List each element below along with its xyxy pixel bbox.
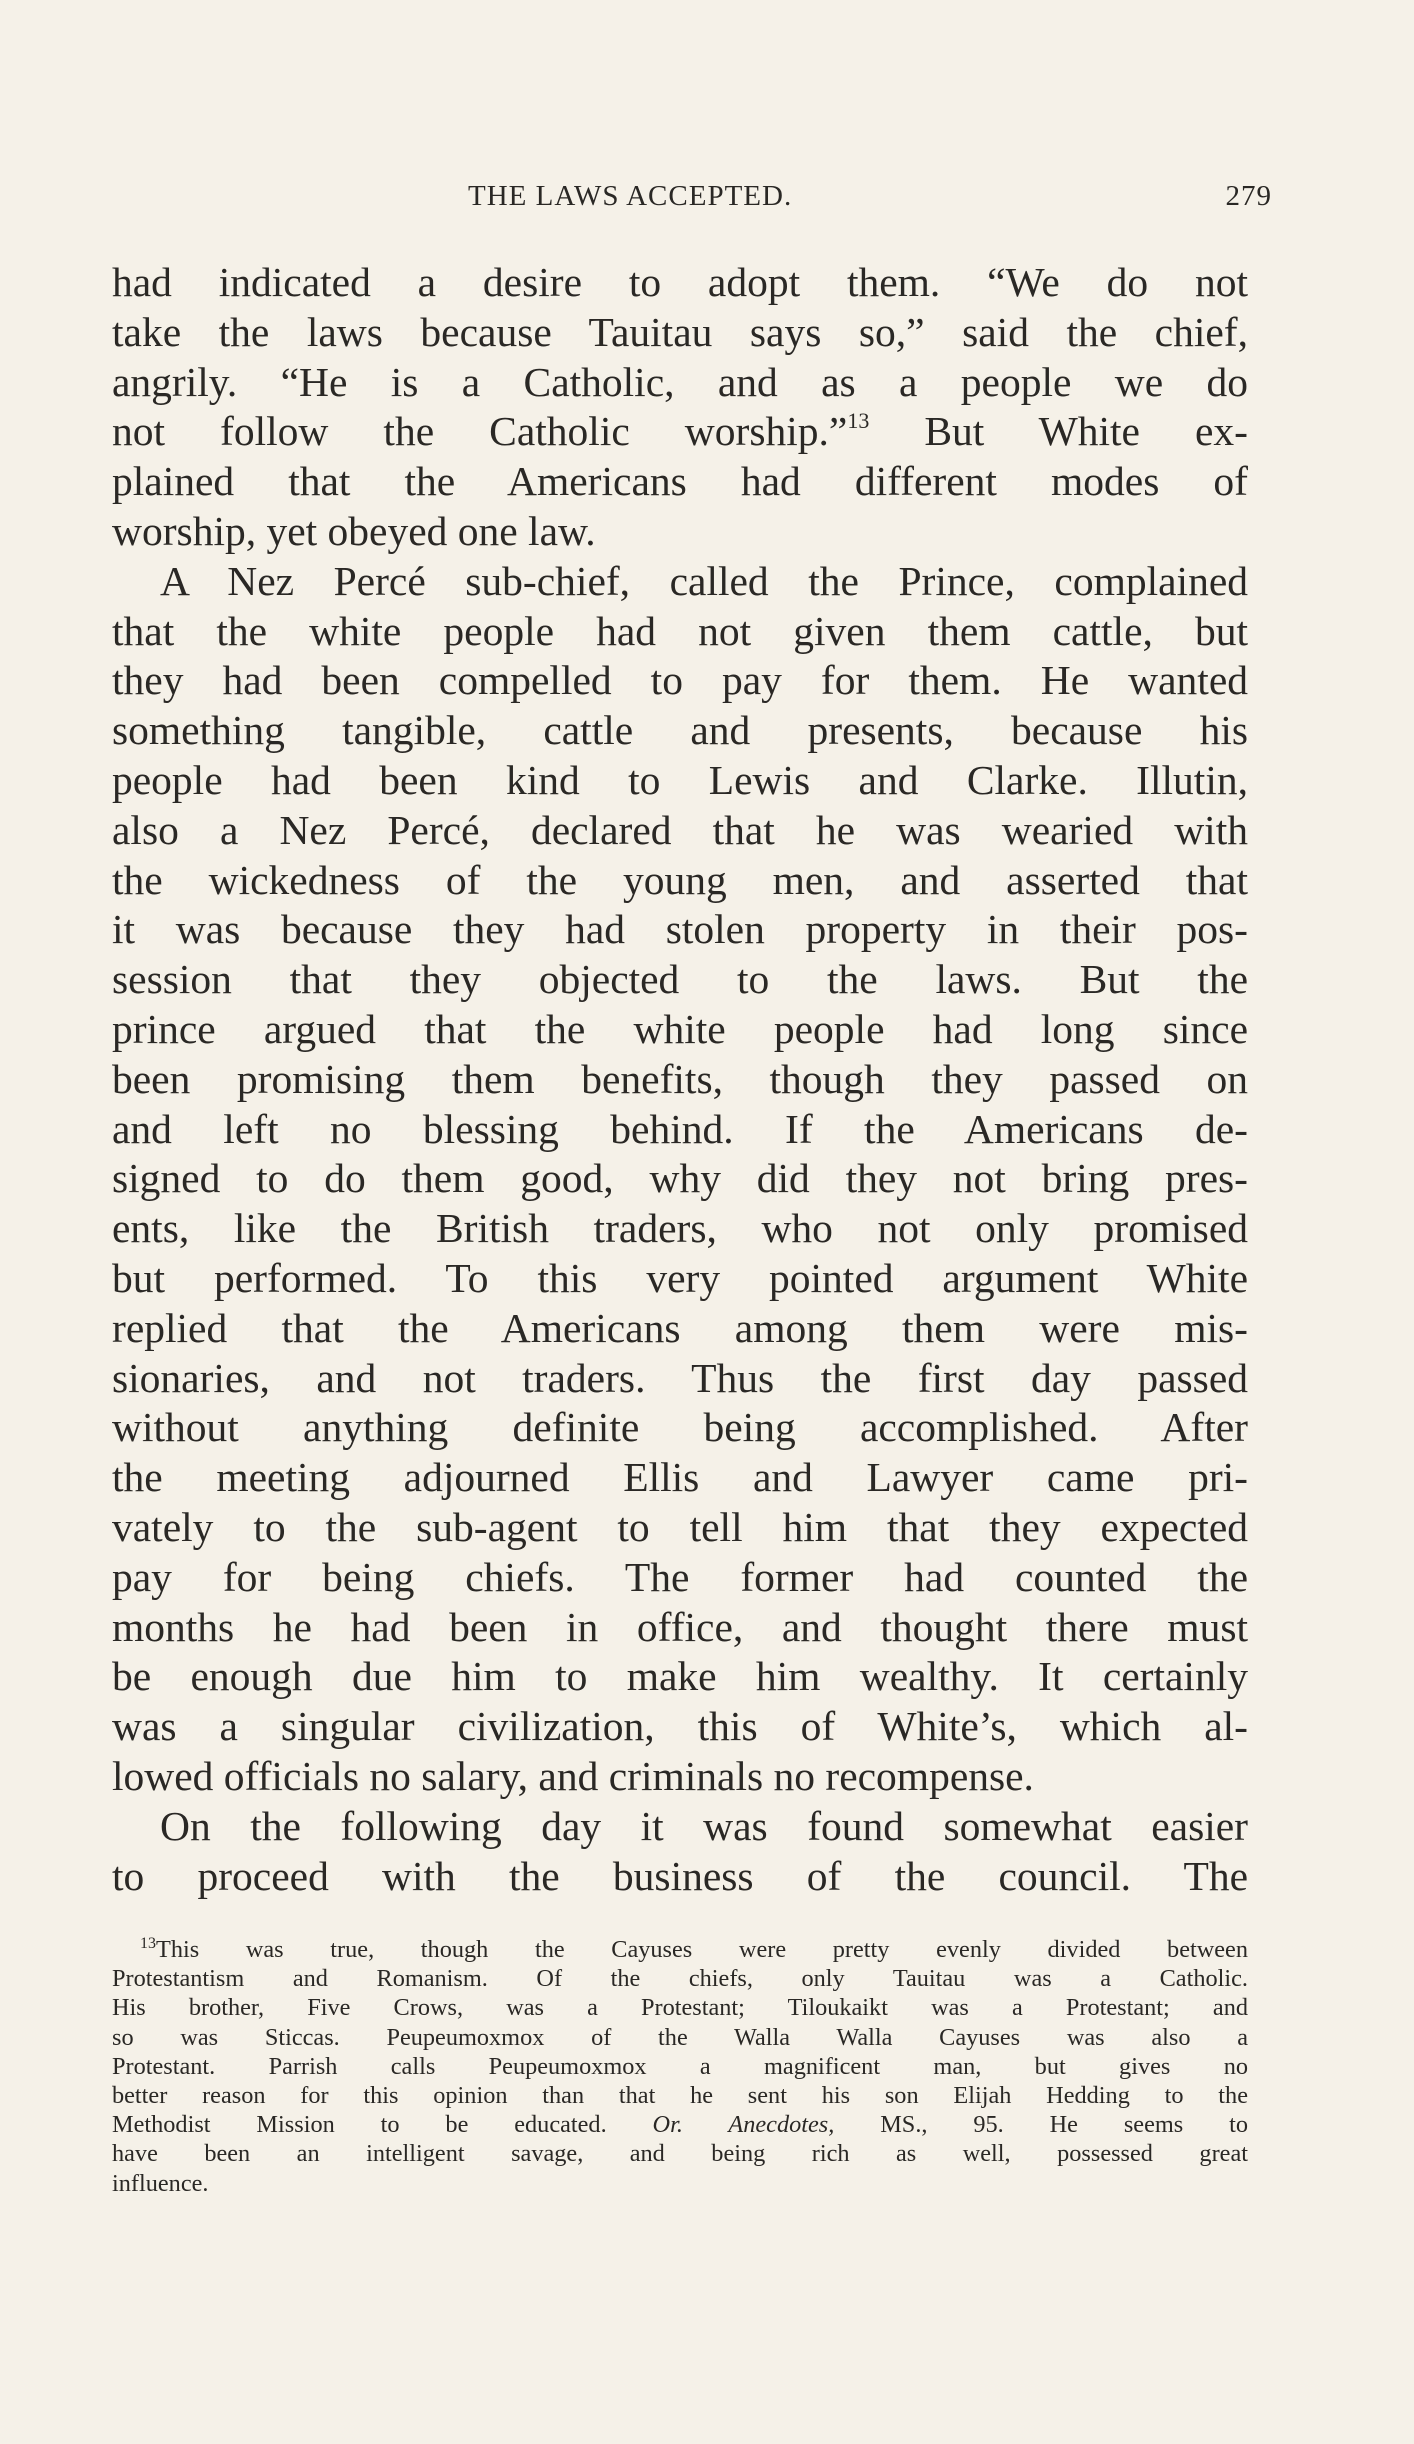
footnote-number: 13 xyxy=(140,1935,156,1952)
footnote-line xyxy=(112,2110,1248,2139)
footnote-line: so was Sticcas. Peupeumoxmox of the Walla Walla Cayuses was also a xyxy=(112,2023,1248,2051)
text-line: and left no blessing behind. If the Americans de- xyxy=(112,1105,1248,1152)
footnote-line: have been an intelligent savage, and being rich as well, possessed great xyxy=(112,2140,1248,2168)
text-line: it was because they had stolen property in their pos- xyxy=(112,906,1248,953)
text-line: sionaries, and not traders. Thus the first day passed xyxy=(112,1354,1248,1401)
text-line: the wickedness of the young men, and asserted that xyxy=(112,856,1248,903)
text-line: without anything definite being accomplished. After xyxy=(112,1404,1248,1451)
text-line: people had been kind to Lewis and Clarke. Illutin, xyxy=(112,756,1248,803)
text-line: plained that the Americans had different modes of xyxy=(112,458,1248,505)
text-line: lowed officials no salary, and criminals no recompense. xyxy=(112,1752,1034,1799)
footnote-line: better reason for this opinion than that he sent his son Elijah Hedding to the xyxy=(112,2081,1248,2109)
text-line: had indicated a desire to adopt them. “We do not xyxy=(112,259,1248,305)
text-line: months he had been in office, and thought there must xyxy=(112,1603,1248,1650)
text-line: prince argued that the white people had long since xyxy=(112,1005,1248,1052)
footnote-line: His brother, Five Crows, was a Protestant; Tiloukaikt was a Protestant; and xyxy=(112,1994,1248,2022)
text-line: they had been compelled to pay for them. He wanted xyxy=(112,657,1248,704)
text-line: was a singular civilization, this of White’s, which al- xyxy=(112,1703,1248,1750)
footnote-line xyxy=(112,1935,1248,1964)
text-segment: MS., 95. xyxy=(834,2111,1050,2139)
text-line: worship, yet obeyed one law. xyxy=(112,507,596,554)
text-line: the meeting adjourned Ellis and Lawyer came pri- xyxy=(112,1454,1248,1501)
text-line: that the white people had not given them cattle, but xyxy=(112,607,1248,654)
running-title: THE LAWS ACCEPTED. xyxy=(468,180,793,212)
text-segment: not follow the Catholic worship.” xyxy=(112,408,848,455)
text-line: but performed. To this very pointed argument White xyxy=(112,1254,1248,1301)
text-segment: Methodist Mission to be educated. xyxy=(112,2111,653,2139)
footnote-reference: 13 xyxy=(847,408,870,434)
text-line: signed to do them good, why did they not bring pres- xyxy=(112,1155,1248,1202)
page-header xyxy=(112,172,1272,222)
text-segment: He seems to xyxy=(1049,2111,1249,2139)
text-line: angrily. “He is a Catholic, and as a people we do xyxy=(112,358,1248,405)
footnote-line: Protestant. Parrish calls Peupeumoxmox a magnificent man, but gives no xyxy=(112,2052,1248,2080)
text-line: also a Nez Percé, declared that he was wearied with xyxy=(112,806,1248,853)
text-line: On the following day it was found somewhat easier xyxy=(160,1802,1248,1849)
text-segment: This was true, though the Cayuses were pretty evenly divided between xyxy=(156,1936,1248,1963)
text-line: pay for being chiefs. The former had counted the xyxy=(112,1553,1248,1600)
text-line: take the laws because Tauitau says so,” said the chief, xyxy=(112,308,1248,355)
text-line: session that they objected to the laws. But the xyxy=(112,956,1248,1003)
text-line xyxy=(112,407,1248,457)
text-line: something tangible, cattle and presents, because his xyxy=(112,707,1248,754)
text-line: been promising them benefits, though they passed on xyxy=(112,1055,1248,1102)
text-line: replied that the Americans among them were mis- xyxy=(112,1304,1248,1351)
footnote-line: influence. xyxy=(112,2169,209,2197)
page-number: 279 xyxy=(1225,180,1272,212)
footnote xyxy=(112,1935,1248,2198)
text-line: vately to the sub-agent to tell him that they expected xyxy=(112,1503,1248,1550)
text-line: to proceed with the business of the council. The xyxy=(112,1852,1248,1899)
text-segment: But White ex- xyxy=(869,408,1248,455)
body-text xyxy=(112,258,1248,1901)
text-line: ents, like the British traders, who not only promised xyxy=(112,1205,1248,1252)
text-line: be enough due him to make him wealthy. It certainly xyxy=(112,1653,1248,1700)
citation-title: Or. Anecdotes, xyxy=(652,2111,835,2139)
footnote-line: Protestantism and Romanism. Of the chiefs, only Tauitau was a Catholic. xyxy=(112,1965,1248,1993)
text-line: A Nez Percé sub-chief, called the Prince, complained xyxy=(160,557,1248,604)
